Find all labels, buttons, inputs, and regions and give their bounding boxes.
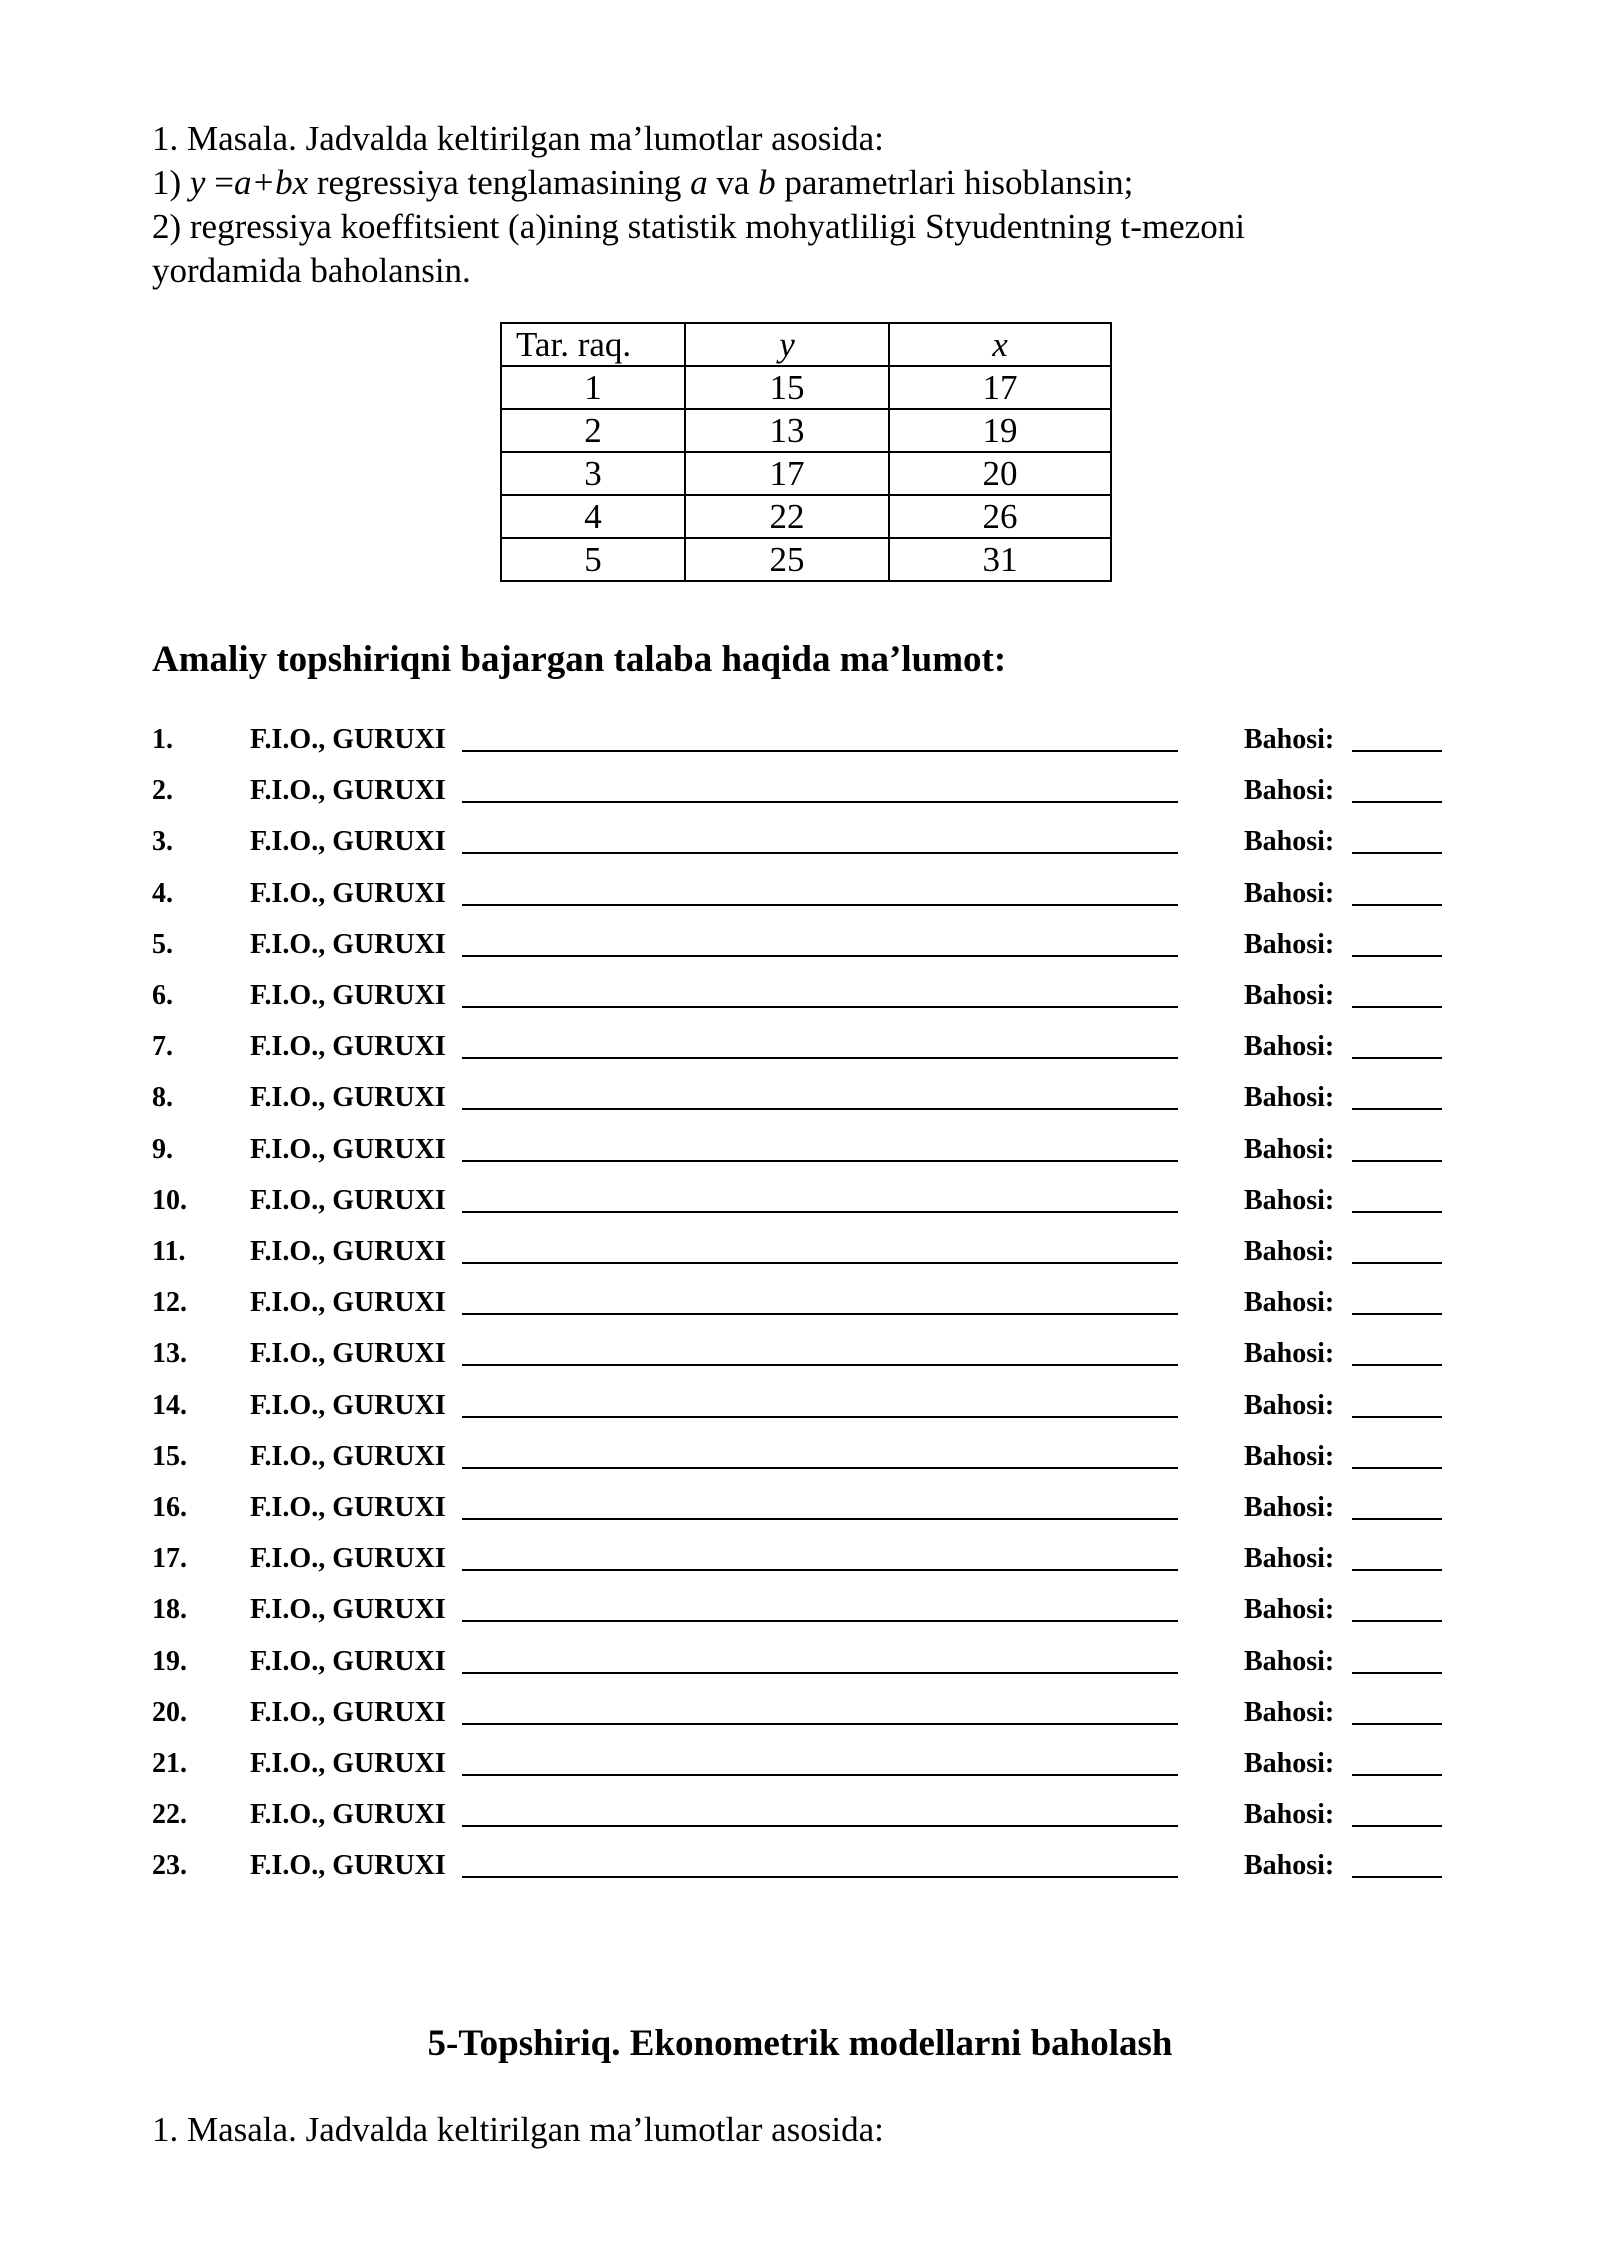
table-row: [501, 538, 1111, 581]
fio-label: F.I.O., GURUXI: [250, 1389, 446, 1421]
student-row-number: 14.: [152, 1389, 187, 1421]
baho-label: Bahosi:: [1244, 1389, 1335, 1421]
table-header-cell: Tar. raq.: [501, 323, 685, 366]
fio-blank-line: [462, 904, 1178, 906]
fio-blank-line: [462, 1723, 1178, 1725]
table-cell: 13: [685, 409, 889, 452]
student-row-number: 15.: [152, 1440, 187, 1472]
next-task-line-1: 1. Masala. Jadvalda keltirilgan ma’lumotlar asosida:: [152, 2110, 884, 2149]
table-header-cell: x: [889, 323, 1111, 366]
table-header-row: [501, 323, 1111, 366]
fio-label: F.I.O., GURUXI: [250, 928, 446, 960]
table-cell: 22: [685, 495, 889, 538]
baho-blank-line: [1352, 750, 1442, 752]
fio-label: F.I.O., GURUXI: [250, 1338, 446, 1370]
fio-label: F.I.O., GURUXI: [250, 1133, 446, 1165]
table-cell: 4: [501, 495, 685, 538]
table-header-cell: y: [685, 323, 889, 366]
equation-rhs: a+bx: [233, 163, 309, 202]
table-cell: 25: [685, 538, 889, 581]
student-row: [152, 720, 1442, 760]
baho-label: Bahosi:: [1244, 1850, 1335, 1882]
baho-blank-line: [1352, 1672, 1442, 1674]
fio-label: F.I.O., GURUXI: [250, 775, 446, 807]
fio-blank-line: [462, 1262, 1178, 1264]
baho-label: Bahosi:: [1244, 1645, 1335, 1677]
equation-y: y: [189, 163, 206, 202]
fio-label: F.I.O., GURUXI: [250, 1850, 446, 1882]
student-row: [152, 1642, 1442, 1682]
table-row: [501, 409, 1111, 452]
fio-blank-line: [462, 1518, 1178, 1520]
student-row: [152, 874, 1442, 914]
student-row: [152, 1027, 1442, 1067]
param-b: b: [758, 163, 776, 202]
baho-label: Bahosi:: [1244, 775, 1335, 807]
baho-blank-line: [1352, 1211, 1442, 1213]
table-cell: 17: [685, 452, 889, 495]
student-row-number: 2.: [152, 775, 173, 807]
baho-label: Bahosi:: [1244, 1184, 1335, 1216]
baho-blank-line: [1352, 1057, 1442, 1059]
student-row-number: 19.: [152, 1645, 187, 1677]
table-cell: 20: [889, 452, 1111, 495]
baho-blank-line: [1352, 1006, 1442, 1008]
student-row-number: 12.: [152, 1287, 187, 1319]
baho-blank-line: [1352, 955, 1442, 957]
student-row-number: 1.: [152, 724, 173, 755]
fio-blank-line: [462, 955, 1178, 957]
table-cell: 3: [501, 452, 685, 495]
fio-blank-line: [462, 1211, 1178, 1213]
student-row: [152, 1334, 1442, 1374]
param-a: a: [690, 163, 708, 202]
student-row-number: 22.: [152, 1799, 187, 1831]
fio-blank-line: [462, 1416, 1178, 1418]
fio-blank-line: [462, 1108, 1178, 1110]
baho-blank-line: [1352, 1416, 1442, 1418]
task-line-2-mid2: va: [707, 163, 759, 202]
student-row-number: 4.: [152, 877, 173, 909]
fio-label: F.I.O., GURUXI: [250, 1440, 446, 1472]
student-row-number: 9.: [152, 1133, 173, 1165]
student-row: [152, 1488, 1442, 1528]
table-cell: 19: [889, 409, 1111, 452]
student-info-heading: Amaliy topshiriqni bajargan talaba haqida ma’lumot:: [152, 639, 1007, 680]
baho-label: Bahosi:: [1244, 1133, 1335, 1165]
data-table: [500, 322, 1112, 582]
fio-label: F.I.O., GURUXI: [250, 1492, 446, 1523]
baho-blank-line: [1352, 904, 1442, 906]
fio-blank-line: [462, 852, 1178, 854]
table-cell: 15: [685, 366, 889, 409]
fio-blank-line: [462, 1569, 1178, 1571]
baho-label: Bahosi:: [1244, 1594, 1335, 1626]
task-line-1: 1. Masala. Jadvalda keltirilgan ma’lumotlar asosida:: [152, 119, 884, 158]
task-line-2: [152, 161, 1133, 205]
table-row: [501, 366, 1111, 409]
table-cell: 31: [889, 538, 1111, 581]
baho-blank-line: [1352, 1364, 1442, 1366]
fio-label: F.I.O., GURUXI: [250, 1236, 446, 1267]
student-row-number: 18.: [152, 1594, 187, 1626]
fio-label: F.I.O., GURUXI: [250, 1543, 446, 1575]
student-row-number: 23.: [152, 1850, 187, 1882]
student-row: [152, 1846, 1442, 1886]
student-row-number: 20.: [152, 1696, 187, 1728]
baho-label: Bahosi:: [1244, 1287, 1335, 1319]
baho-blank-line: [1352, 1825, 1442, 1827]
baho-label: Bahosi:: [1244, 1236, 1335, 1267]
student-row: [152, 1283, 1442, 1323]
student-row: [152, 1232, 1442, 1272]
student-row: [152, 976, 1442, 1016]
baho-label: Bahosi:: [1244, 1031, 1335, 1063]
student-row: [152, 822, 1442, 862]
fio-blank-line: [462, 1774, 1178, 1776]
fio-label: F.I.O., GURUXI: [250, 1287, 446, 1319]
fio-label: F.I.O., GURUXI: [250, 980, 446, 1011]
baho-label: Bahosi:: [1244, 826, 1335, 858]
student-row: [152, 1744, 1442, 1784]
fio-blank-line: [462, 801, 1178, 803]
fio-blank-line: [462, 1467, 1178, 1469]
baho-blank-line: [1352, 1160, 1442, 1162]
baho-blank-line: [1352, 1723, 1442, 1725]
baho-label: Bahosi:: [1244, 1799, 1335, 1831]
table-row: [501, 452, 1111, 495]
fio-label: F.I.O., GURUXI: [250, 1799, 446, 1831]
fio-label: F.I.O., GURUXI: [250, 1082, 446, 1114]
student-row-number: 3.: [152, 826, 173, 858]
baho-label: Bahosi:: [1244, 1696, 1335, 1728]
student-row-number: 16.: [152, 1492, 187, 1523]
fio-label: F.I.O., GURUXI: [250, 1031, 446, 1063]
baho-label: Bahosi:: [1244, 877, 1335, 909]
fio-label: F.I.O., GURUXI: [250, 1594, 446, 1626]
baho-blank-line: [1352, 1313, 1442, 1315]
baho-label: Bahosi:: [1244, 1338, 1335, 1370]
fio-label: F.I.O., GURUXI: [250, 1645, 446, 1677]
section-title: 5-Topshiriq. Ekonometrik modellarni baholash: [427, 2023, 1173, 2064]
task-line-2-suffix: parametrlari hisoblansin;: [775, 163, 1134, 202]
fio-label: F.I.O., GURUXI: [250, 1184, 446, 1216]
fio-blank-line: [462, 1672, 1178, 1674]
table-cell: 2: [501, 409, 685, 452]
student-row: [152, 1590, 1442, 1630]
baho-label: Bahosi:: [1244, 1440, 1335, 1472]
baho-blank-line: [1352, 852, 1442, 854]
baho-label: Bahosi:: [1244, 980, 1335, 1011]
student-row: [152, 1795, 1442, 1835]
student-row-number: 11.: [152, 1236, 186, 1267]
student-row: [152, 1078, 1442, 1118]
task-line-4: yordamida baholansin.: [152, 251, 471, 290]
table-cell: 1: [501, 366, 685, 409]
fio-blank-line: [462, 1006, 1178, 1008]
student-row-number: 7.: [152, 1031, 173, 1063]
fio-label: F.I.O., GURUXI: [250, 826, 446, 858]
fio-blank-line: [462, 1876, 1178, 1878]
fio-label: F.I.O., GURUXI: [250, 877, 446, 909]
task-line-3: 2) regressiya koeffitsient (a)ining statistik mohyatliligi Styudentning t-mezoni: [152, 207, 1245, 246]
baho-label: Bahosi:: [1244, 1492, 1335, 1523]
student-row-number: 13.: [152, 1338, 187, 1370]
student-row: [152, 1539, 1442, 1579]
baho-label: Bahosi:: [1244, 1748, 1335, 1779]
student-row: [152, 1437, 1442, 1477]
baho-blank-line: [1352, 801, 1442, 803]
baho-blank-line: [1352, 1262, 1442, 1264]
task-line-2-prefix: 1): [152, 163, 190, 202]
student-row-number: 6.: [152, 980, 173, 1011]
baho-blank-line: [1352, 1620, 1442, 1622]
student-row-number: 10.: [152, 1184, 187, 1216]
student-row-number: 21.: [152, 1748, 187, 1779]
student-row: [152, 1130, 1442, 1170]
task-line-2-mid1: regressiya tenglamasining: [308, 163, 691, 202]
fio-blank-line: [462, 1313, 1178, 1315]
table-cell: 17: [889, 366, 1111, 409]
table-cell: 5: [501, 538, 685, 581]
fio-label: F.I.O., GURUXI: [250, 1748, 446, 1779]
fio-blank-line: [462, 750, 1178, 752]
baho-blank-line: [1352, 1569, 1442, 1571]
fio-label: F.I.O., GURUXI: [250, 1696, 446, 1728]
baho-blank-line: [1352, 1774, 1442, 1776]
student-row: [152, 1693, 1442, 1733]
baho-blank-line: [1352, 1876, 1442, 1878]
fio-blank-line: [462, 1057, 1178, 1059]
student-row: [152, 1181, 1442, 1221]
student-row: [152, 925, 1442, 965]
baho-label: Bahosi:: [1244, 928, 1335, 960]
student-row: [152, 771, 1442, 811]
table-row: [501, 495, 1111, 538]
fio-blank-line: [462, 1364, 1178, 1366]
fio-blank-line: [462, 1620, 1178, 1622]
student-row-number: 17.: [152, 1543, 187, 1575]
baho-blank-line: [1352, 1518, 1442, 1520]
equation-equals: =: [205, 163, 234, 202]
student-row-number: 8.: [152, 1082, 173, 1114]
fio-label: F.I.O., GURUXI: [250, 724, 446, 755]
baho-label: Bahosi:: [1244, 1082, 1335, 1114]
student-row-number: 5.: [152, 928, 173, 960]
fio-blank-line: [462, 1160, 1178, 1162]
baho-blank-line: [1352, 1108, 1442, 1110]
baho-blank-line: [1352, 1467, 1442, 1469]
baho-label: Bahosi:: [1244, 724, 1335, 755]
fio-blank-line: [462, 1825, 1178, 1827]
baho-label: Bahosi:: [1244, 1543, 1335, 1575]
student-row: [152, 1386, 1442, 1426]
table-cell: 26: [889, 495, 1111, 538]
